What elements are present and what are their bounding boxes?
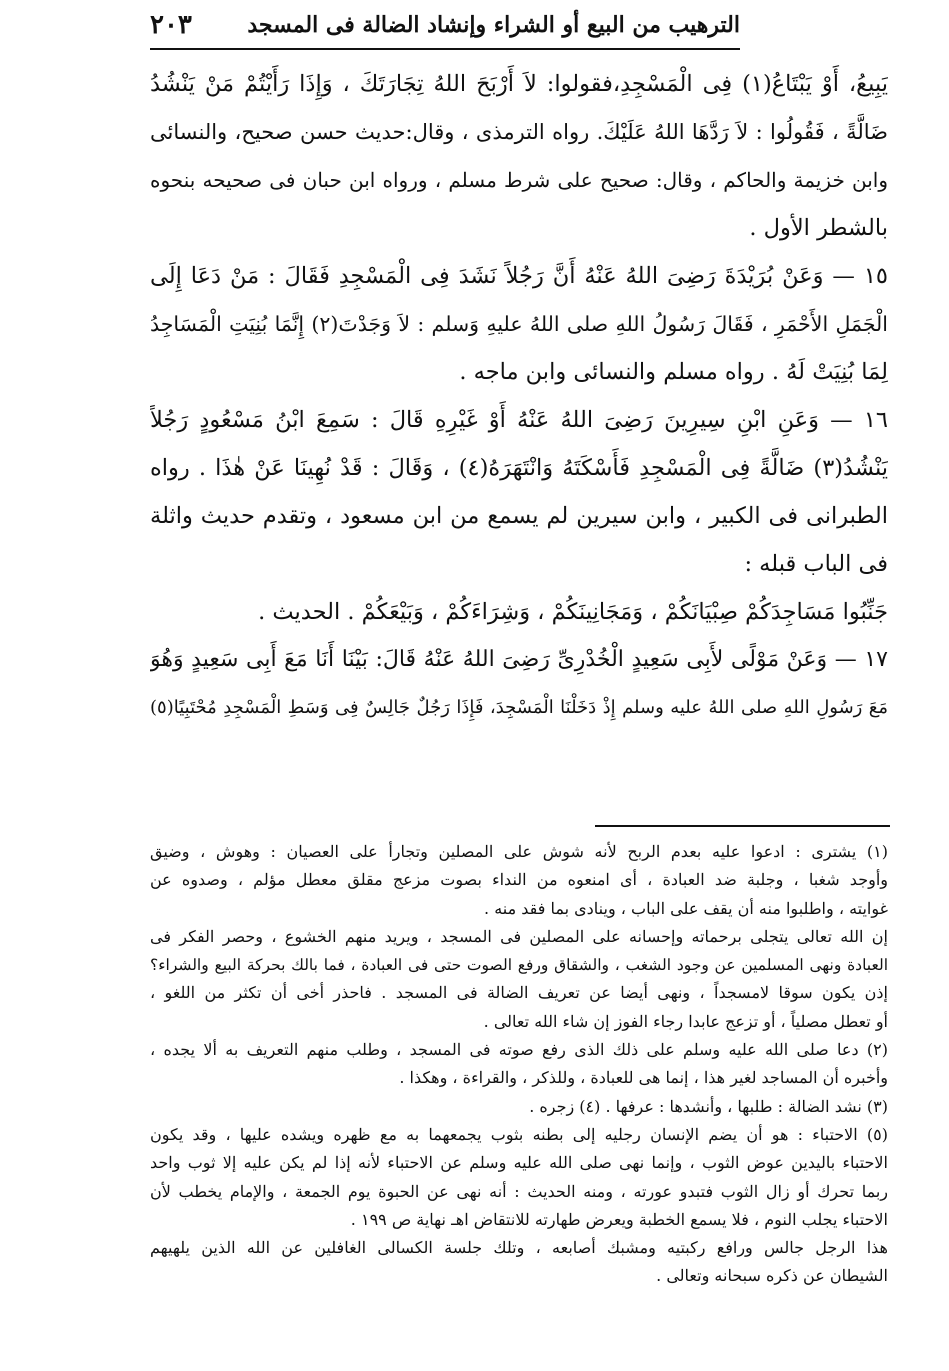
footnote-line: ربما تحرك أو زال الثوب فتبدو عورته ، ومنه الحديث : أنه نهى عن الحبوة يوم الجمعة ، والإمام يخطب لأن xyxy=(150,1181,888,1201)
quoted-hadith-line: جَنِّبُوا مَسَاجِدَكُمْ صِبْيَانَكُمْ ، وَمَجَانِينَكُمْ ، وَشِرَاءَكُمْ ، وَبَيْعَكُمْ . الحديث . xyxy=(258,599,888,625)
hadith-16-line: ١٦ — وَعَنِ ابْنِ سِيرِينَ رَضِىَ اللهُ عَنْهُ أَوْ غَيْرِهِ قَالَ : سَمِعَ ابْنُ مَسْعُودٍ رَجُلاً xyxy=(150,407,888,433)
footnote-line: هذا الرجل جالس ورافع ركبتيه ومشبك أصابعه ، وتلك جلسة الكسالى الغافلين عن الله الذين يلهيهم xyxy=(150,1238,888,1258)
footnote-line: الاحتباء يجلب النوم ، فلا يسمع الخطبة ويعرض طهارته للانتقاض اهـ نهاية ص ١٩٩ . xyxy=(350,1209,888,1229)
footnote-line: غوايته ، واطلبوا منه أن يقف على الباب ، وينادى بما فقد منه . xyxy=(484,898,888,918)
main-text xyxy=(150,60,888,732)
hadith-17-line: ١٧ — وَعَنْ مَوْلًى لأَبِى سَعِيدٍ الْخُدْرِىِّ رَضِىَ اللهُ عَنْهُ قَالَ: بَيْنَا أَنَا مَعَ أَبِى سَعِيدٍ وَهُوَ xyxy=(150,647,888,672)
footnote-line: (٥) الاحتباء : هو أن يضم الإنسان رجليه إلى بطنه بثوب يجمعهما به مع ظهره ويشده عليها ، وقد يكون xyxy=(150,1124,888,1144)
body-line: لِمَا بُنِيَتْ لَهُ . رواه مسلم والنسائى وابن ماجه . xyxy=(459,359,888,385)
footnote-separator xyxy=(595,825,890,827)
footnote-line: (٢) دعا صلى الله عليه وسلم على ذلك الذى رفع صوته فى المسجد ، وطلب منهم التعريف به ألا يجده ، xyxy=(150,1040,888,1060)
body-line: وابن خزيمة والحاكم ، وقال: صحيح على شرط مسلم ، ورواه ابن حبان فى صحيحه بنحوه xyxy=(150,168,888,192)
page-number: ٢٠٣ xyxy=(150,10,192,40)
body-line: مَعَ رَسُولِ اللهِ صلى اللهُ عليه وسلم إِذْ دَخَلْنَا الْمَسْجِدَ، فَإِذَا رَجُلٌ جَالِسٌ فِى وَسَطِ الْمَسْجِدِ مُحْتَبِيًا(٥) xyxy=(150,697,888,718)
footnote-line: إذن يكون سوقا لامسجداً ، ونهى أيضا عن تعريف الضالة فى المسجد . فاحذر أخى أن تكثر من اللغو ، xyxy=(150,983,888,1003)
body-line: ضَالَّةً ، فَقُولُوا : لاَ رَدَّهَا اللهُ عَلَيْكَ. رواه الترمذى ، وقال:حديث حسن صحيح، والنسائى xyxy=(150,120,888,144)
footnote-line: (٣) نشد الضالة : طلبها ، وأنشدها : عرفها . (٤) زجره . xyxy=(529,1096,888,1116)
body-line: يَنْشُدُ(٣) ضَالَّةً فِى الْمَسْجِدِ فَأَسْكَتَهُ وَانْتَهَرَهُ(٤) ، وَقَالَ : قَدْ نُهِينَا عَنْ هٰذَا . رواه xyxy=(150,455,888,481)
footnote-line: الاحتباء باليدين عوض الثوب ، وإنما نهى صلى الله عليه وسلم عن الاحتباء لأنه إذا لم يكن عليه إلا ثوب واحد xyxy=(150,1153,888,1173)
footnote-line: وأوجد شغبا ، وجلبة ضد العبادة ، أى امنعوه من النداء بصوت مزعج مقلق معطل مؤلم ، وصدوه عن xyxy=(150,870,888,890)
footnote-line: العبادة ونهى المسلمين عن وجود الشغب ، والشقاق ورفع الصوت حتى فى العبادة ، فما بالك بحركة البيع والشراء؟ xyxy=(150,956,888,975)
footnotes xyxy=(150,838,888,1291)
footnote-line: وأخبره أن المساجد لغير هذا ، إنما هى للعبادة ، وللذكر ، والقراءة ، وهكذا . xyxy=(399,1068,888,1088)
footnote-line: إن الله تعالى يتجلى برحماته وإحسانه على المصلين فى المسجد ، ويريد منهم الخشوع ، وحصر الفكر فى xyxy=(150,926,888,946)
body-line: الْجَمَلِ الأَحْمَرِ ، فَقَالَ رَسُولُ اللهِ صلى اللهُ عليهِ وَسلم : لاَ وَجَدْتَ(٢) إِنَّمَا بُنِيَتِ الْمَسَاجِدُ xyxy=(150,312,888,336)
body-line: فى الباب قبله : xyxy=(744,551,888,577)
body-line: بالشطر الأول . xyxy=(749,215,888,241)
body-line: الطبرانى فى الكبير ، وابن سيرين لم يسمع من ابن مسعود ، وتقدم حديث واثلة xyxy=(150,503,888,529)
footnote-line: الشيطان عن ذكره سبحانه وتعالى . xyxy=(656,1266,888,1286)
running-title: الترهيب من البيع أو الشراء وإنشاد الضالة فى المسجد xyxy=(247,12,740,38)
body-line: يَبِيعُ، أَوْ يَبْتَاعُ(١) فِى الْمَسْجِدِ،فقولوا: لاَ أَرْبَحَ اللهُ تِجَارَتَكَ ، وَإِذَا رَأَيْتُمْ مَنْ يَنْشُدُ xyxy=(150,71,888,97)
page-header xyxy=(150,8,740,50)
footnote-line: (١) يشترى : ادعوا عليه بعدم الربح لأنه شوش على المصلين وتجارأ على العصيان : وهوش ، وضيق xyxy=(150,842,888,861)
hadith-15-line: ١٥ — وَعَنْ بُرَيْدَةَ رَضِىَ اللهُ عَنْهُ أَنَّ رَجُلاً نَشَدَ فِى الْمَسْجِدِ فَقَالَ : مَنْ دَعَا إِلَى xyxy=(150,263,888,289)
footnote-line: أو تعطل مصلياً ، أو تزعج عابدا رجاء الفوز إن شاء الله تعالى . xyxy=(483,1011,888,1031)
